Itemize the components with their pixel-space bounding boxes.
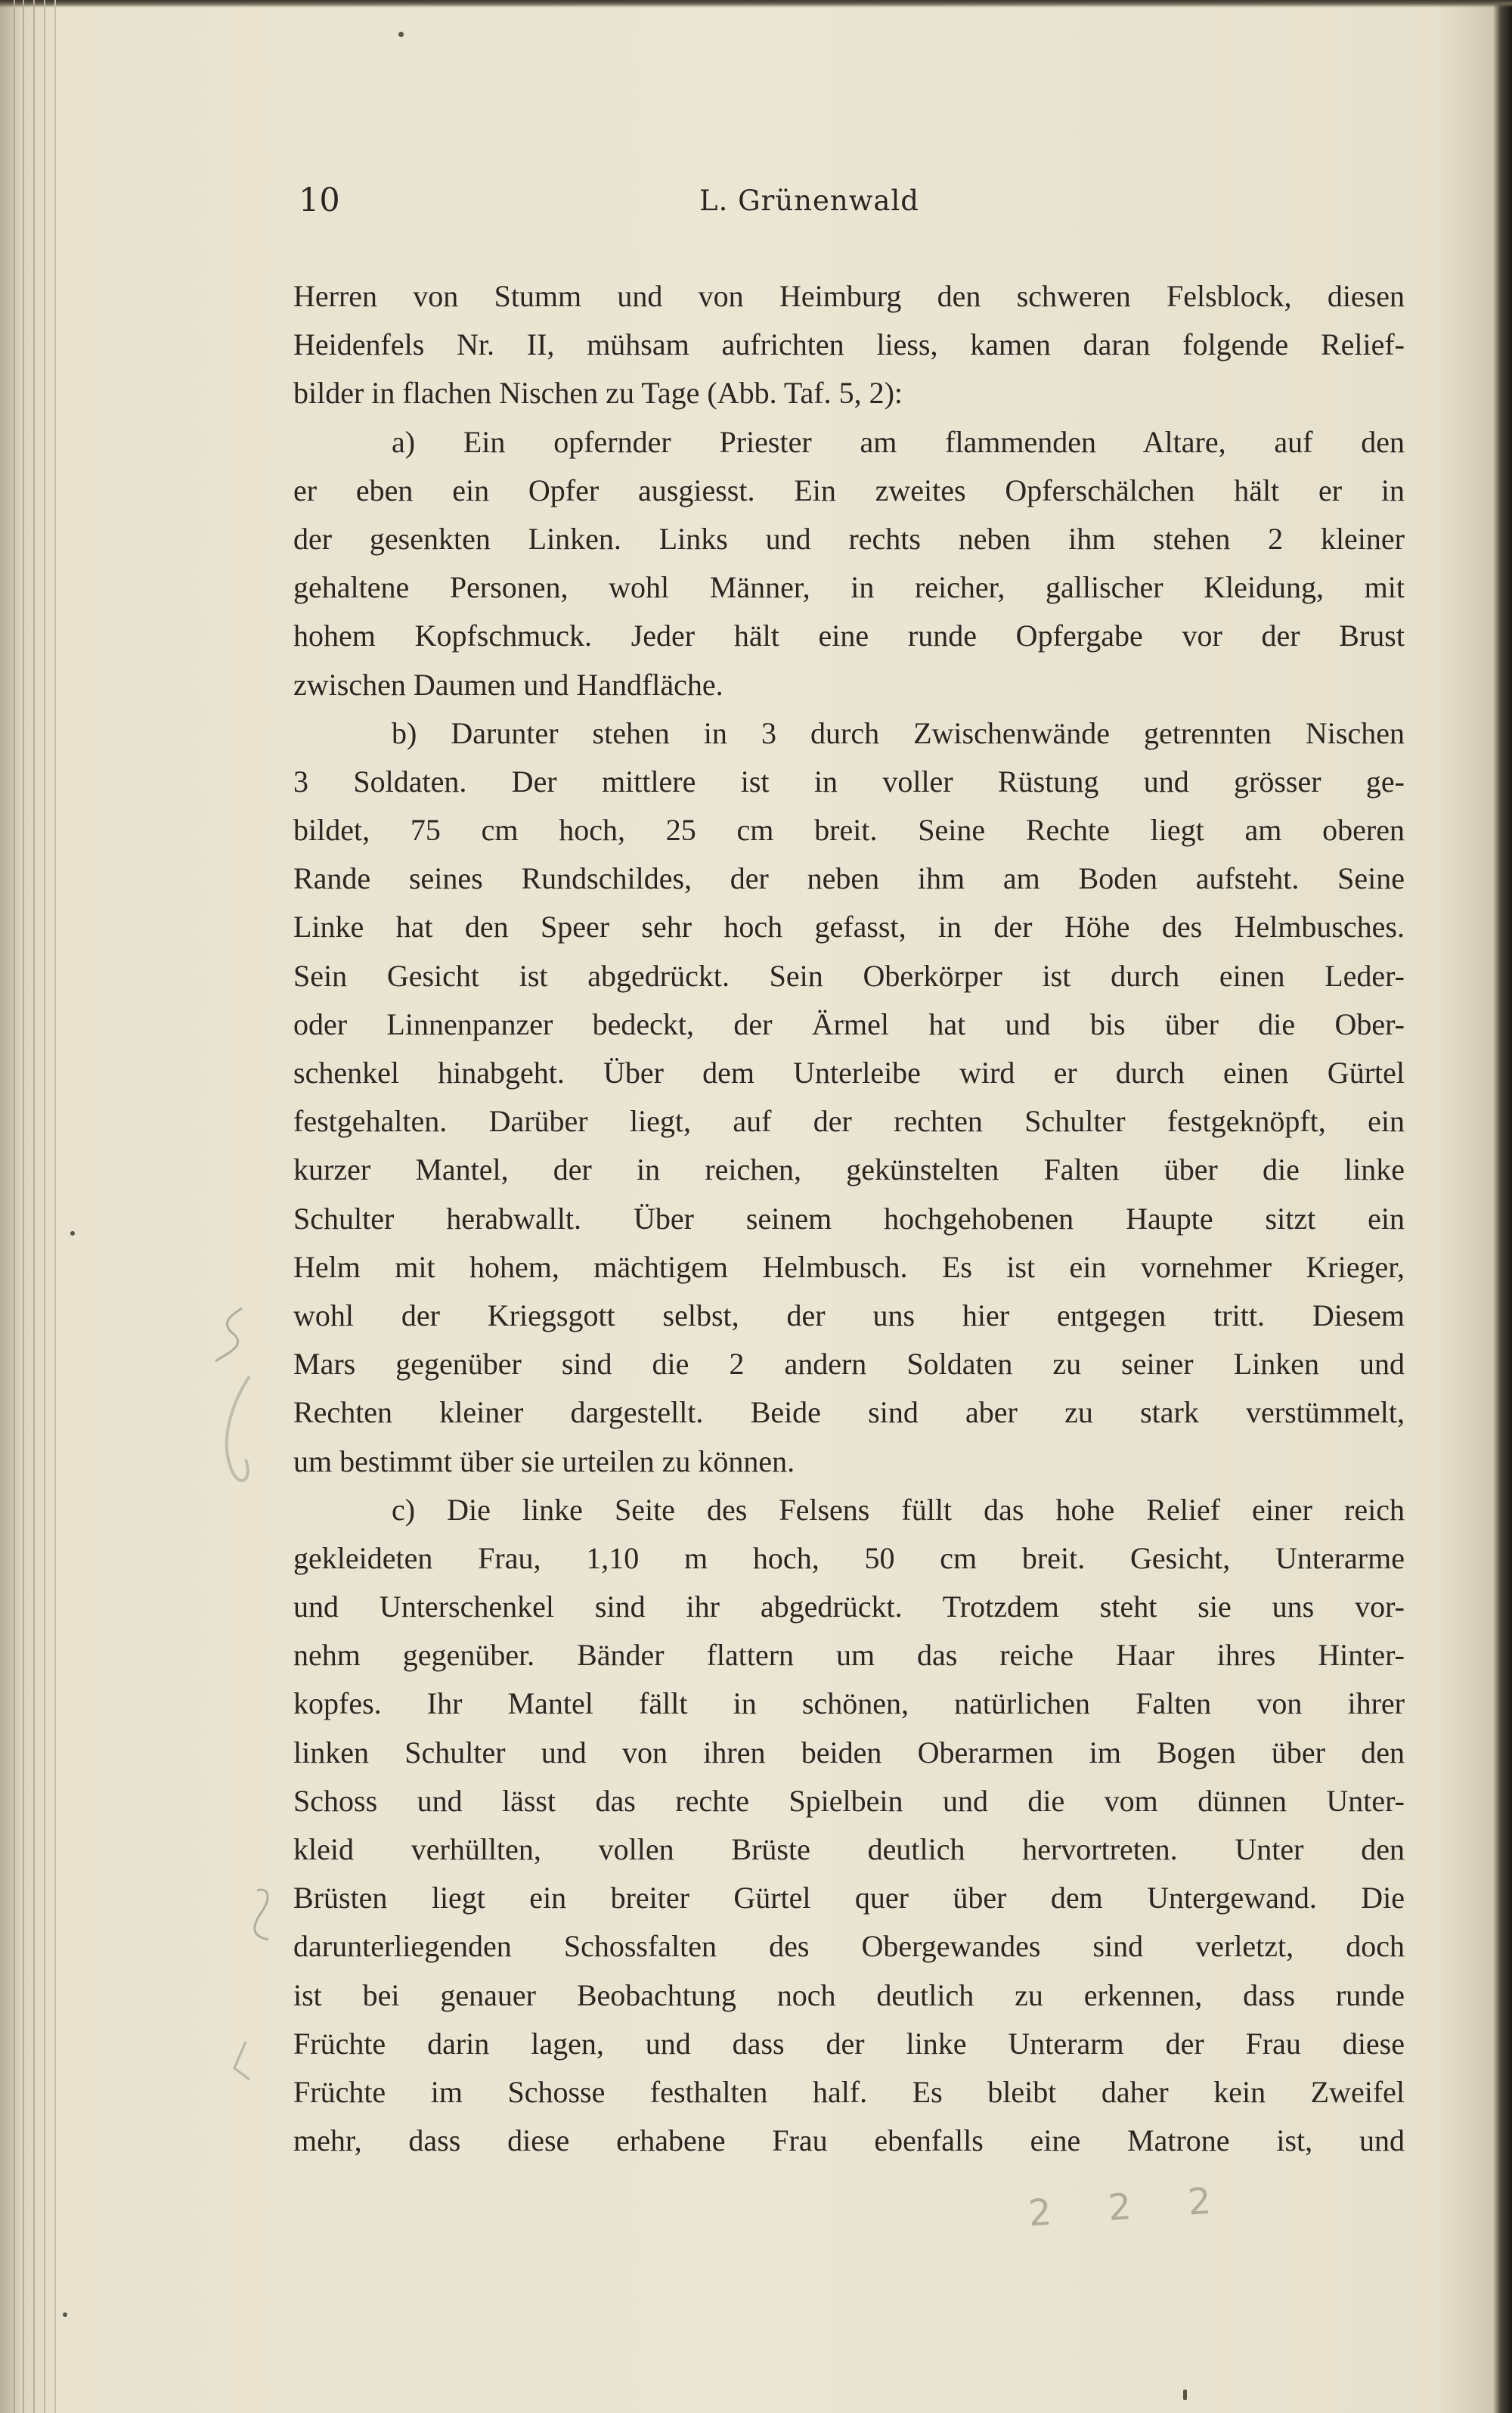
body-text [293, 272, 1405, 2165]
dust-speck [1183, 2390, 1187, 2400]
text-line: gehaltene Personen, wohl Männer, in reicher, gallischer Kleidung, mit [293, 570, 1405, 605]
text-line: der gesenkten Linken. Links und rechts neben ihm stehen 2 kleiner [293, 521, 1405, 556]
text-line: wohl der Kriegsgott selbst, der uns hier entgegen tritt. Diesem [293, 1298, 1405, 1332]
page-edge [54, 0, 56, 2413]
text-line: mehr, dass diese erhabene Frau ebenfalls eine Matrone ist, und [293, 2123, 1405, 2158]
page-edge [33, 0, 35, 2413]
text-line: Brüsten liegt ein breiter Gürtel quer über dem Untergewand. Die [293, 1881, 1405, 1915]
page-edge [44, 0, 45, 2413]
text-line: Rande seines Rundschildes, der neben ihm am Boden aufsteht. Seine [293, 861, 1405, 896]
text-line: c) Die linke Seite des Felsens füllt das hohe Relief einer reich [392, 1492, 1405, 1527]
page-header [299, 181, 1406, 227]
running-head: L. Grünenwald [699, 185, 919, 217]
text-line: nehm gegenüber. Bänder flattern um das reiche Haar ihres Hinter- [293, 1638, 1405, 1673]
page-edge [14, 0, 15, 2413]
text-line: Früchte im Schosse festhalten half. Es bleibt daher kein Zweifel [293, 2074, 1405, 2109]
text-line: oder Linnenpanzer bedeckt, der Ärmel hat und bis über die Ober- [293, 1006, 1405, 1041]
text-line: Rechten kleiner dargestellt. Beide sind aber zu stark verstümmelt, [293, 1395, 1405, 1430]
scan-top-edge [0, 0, 1512, 8]
text-line: bildet, 75 cm hoch, 25 cm breit. Seine Rechte liegt am oberen [293, 813, 1405, 848]
pencil-numbers: 2 2 2 [1027, 2178, 1235, 2235]
pencil-annotation [189, 1293, 280, 1520]
dust-speck [70, 1231, 75, 1236]
pencil-annotation [219, 2034, 265, 2095]
text-line: ist bei genauer Beobachtung noch deutlich zu erkennen, dass runde [293, 1977, 1405, 2012]
text-line: a) Ein opfernder Priester am flammenden Altare, auf den [392, 424, 1405, 459]
text-line: hohem Kopfschmuck. Jeder hält eine runde Opfergabe vor der Brust [293, 619, 1405, 653]
text-line: Schoss und lässt das rechte Spielbein und die vom dünnen Unter- [293, 1783, 1405, 1818]
text-line: gekleideten Frau, 1,10 m hoch, 50 cm breit. Gesicht, Unterarme [293, 1540, 1405, 1575]
text-line: Helm mit hohem, mächtigem Helmbusch. Es ist ein vornehmer Krieger, [293, 1249, 1405, 1284]
text-line: bilder in flachen Nischen zu Tage (Abb. Taf. 5, 2): [293, 376, 903, 411]
page-number: 10 [299, 181, 340, 219]
dust-speck [63, 2312, 67, 2317]
text-line: er eben ein Opfer ausgiesst. Ein zweites Opferschälchen hält er in [293, 473, 1405, 507]
text-line: linken Schulter und von ihren beiden Oberarmen im Bogen über den [293, 1735, 1405, 1769]
text-line: Mars gegenüber sind die 2 andern Soldaten zu seiner Linken und [293, 1347, 1405, 1382]
text-line: Herren von Stumm und von Heimburg den schweren Felsblock, diesen [293, 279, 1405, 313]
text-line: kurzer Mantel, der in reichen, gekünstelten Falten über die linke [293, 1152, 1405, 1187]
text-line: und Unterschenkel sind ihr abgedrückt. Trotzdem steht sie uns vor- [293, 1590, 1405, 1624]
page-edge [23, 0, 24, 2413]
text-line: zwischen Daumen und Handfläche. [293, 667, 723, 702]
text-line: schenkel hinabgeht. Über dem Unterleibe wird er durch einen Gürtel [293, 1056, 1405, 1090]
text-line: Früchte darin lagen, und dass der linke Unterarm der Frau diese [293, 2026, 1405, 2061]
text-line: um bestimmt über sie urteilen zu können. [293, 1444, 795, 1478]
pencil-annotation [242, 1883, 287, 1951]
text-line: kleid verhüllten, vollen Brüste deutlich hervortreten. Unter den [293, 1832, 1405, 1866]
text-line: festgehalten. Darüber liegt, auf der rechten Schulter festgeknöpft, ein [293, 1104, 1405, 1139]
text-line: darunterliegenden Schossfalten des Obergewandes sind verletzt, doch [293, 1929, 1405, 1964]
dust-speck [398, 32, 404, 37]
text-line: b) Darunter stehen in 3 durch Zwischenwände getrennten Nischen [392, 715, 1405, 750]
text-line: Schulter herabwallt. Über seinem hochgehobenen Haupte sitzt ein [293, 1201, 1405, 1236]
text-line: kopfes. Ihr Mantel fällt in schönen, natürlichen Falten von ihrer [293, 1686, 1405, 1721]
text-line: Sein Gesicht ist abgedrückt. Sein Oberkörper ist durch einen Leder- [293, 958, 1405, 993]
text-line: Heidenfels Nr. II, mühsam aufrichten liess, kamen daran folgende Relief- [293, 327, 1405, 362]
text-line: Linke hat den Speer sehr hoch gefasst, in der Höhe des Helmbusches. [293, 910, 1405, 944]
text-line: 3 Soldaten. Der mittlere ist in voller Rüstung und grösser ge- [293, 764, 1405, 799]
